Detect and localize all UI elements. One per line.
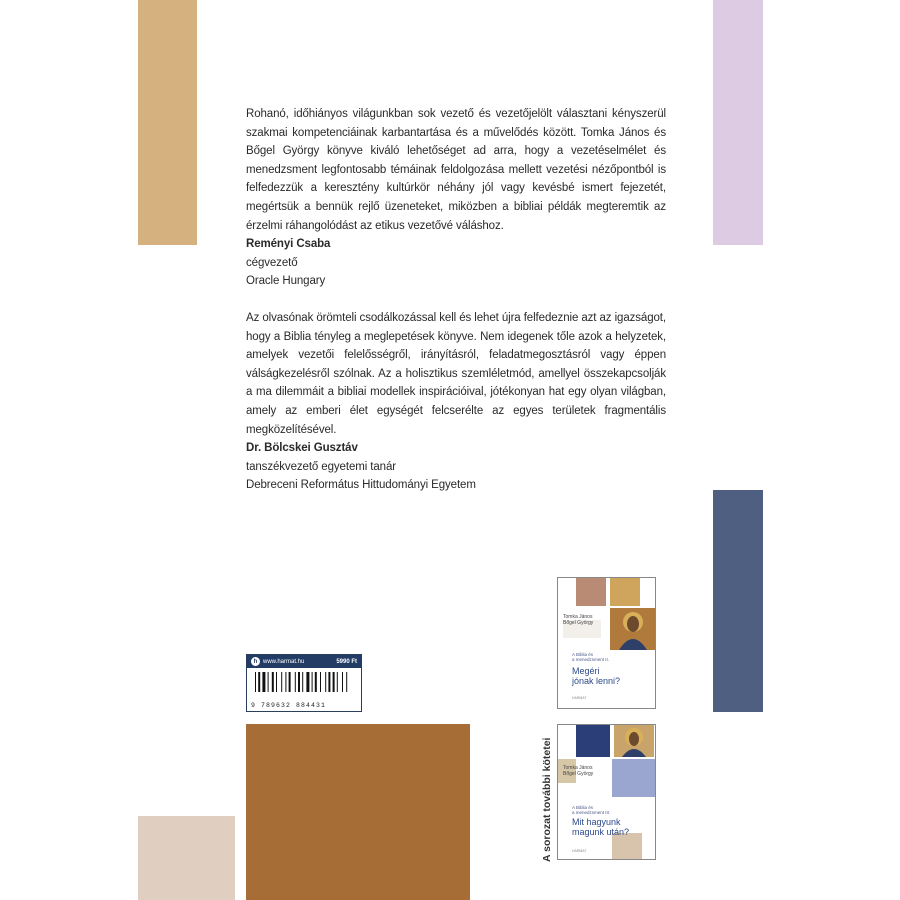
label-header [247,655,361,668]
cover-tile [576,578,606,606]
endorsement-org: Oracle Hungary [246,275,326,288]
series-book-cover-1 [557,577,656,709]
cover-tile [612,759,656,797]
cover-subtitle: A Biblia és a menedzsment II. [572,652,610,662]
christ-mosaic-icon [614,610,652,650]
endorsement-author: Reményi Csaba [246,238,331,251]
cover-publisher: HARMAT [572,849,587,853]
endorsement-text: Az olvasónak örömteli csodálkozással kell és lehet újra felfedeznie azt az igazságot, hogy a Biblia tényleg a meglepetések könyve. Nem idegenek tőle azok a helyzetek, amelyek vezetői felelősségről, irányításról, feladatmegosztásról vagy éppen válságkezelésről szólnak. Az a holisztikus szemléletmód, amellyel összekapcsolják a ma dilemmáit a bibliai modellek inspirációival, jótékonyan hat egy olyan világban, amely az emberi élet egységét felcserélte az egyes területek fragmentális megközelítésével. [246,312,666,436]
cover-subtitle: A Biblia és a menedzsment III. [572,805,611,815]
cover-title: Mit hagyunk magunk után? [572,817,630,837]
christ-mosaic-icon [614,725,654,757]
decor-block-slate [713,490,763,712]
cover-authors: Tomka János Bőgel György [563,614,594,626]
endorsement-1 [246,105,666,291]
endorsement-text: Rohanó, időhiányos világunkban sok vezető és vezetőjelölt választani kényszerül szakmai kompetenciáinak karbantartása és a művelődés között. Tomka János és Bőgel György könyve kiváló lehetőséget ad arra, hogy a vezetéselmélet és menedzsment legfontosabb témáinak feldolgozása mellett vezetési nézőpontból is felfedezzük a keresztény kultúrkör néhány jól vagy kevésbé ismert fejezetét, megértsük a bennük rejlő üzeneteket, miközben a bibliai példák megteremtik az érzelmi ráhangolódást az etikus vezetővé váláshoz. [246,108,666,232]
series-book-cover-2 [557,724,656,860]
endorsement-2 [246,309,666,495]
cover-authors: Tomka János Bőgel György [563,765,594,777]
cover-publisher: HARMAT [572,696,587,700]
price-barcode-label [246,654,362,712]
endorsement-attribution [246,439,666,495]
harmat-logo-icon: h [251,657,260,666]
endorsement-role: tanszékvezető egyetemi tanár [246,460,396,473]
barcode-icon [253,672,357,700]
publisher-url: www.harmat.hu [263,658,305,665]
endorsement-org: Debreceni Református Hittudományi Egyetem [246,479,476,492]
barcode-digits: 9 789632 884431 [251,702,327,709]
cover-tile [576,725,610,757]
endorsement-author: Dr. Bölcskei Gusztáv [246,442,358,455]
decor-block-beige [138,816,235,900]
decor-block-lilac [713,0,763,245]
endorsement-role: cégvezető [246,256,298,269]
series-caption: A sorozat további kötetei [541,737,553,862]
cover-tile [610,578,640,606]
decor-block-brown [246,724,470,900]
decor-block-tan [138,0,197,245]
cover-title: Megéri jónak lenni? [572,666,621,686]
price: 5990 Ft [336,658,357,665]
endorsement-attribution [246,235,666,291]
